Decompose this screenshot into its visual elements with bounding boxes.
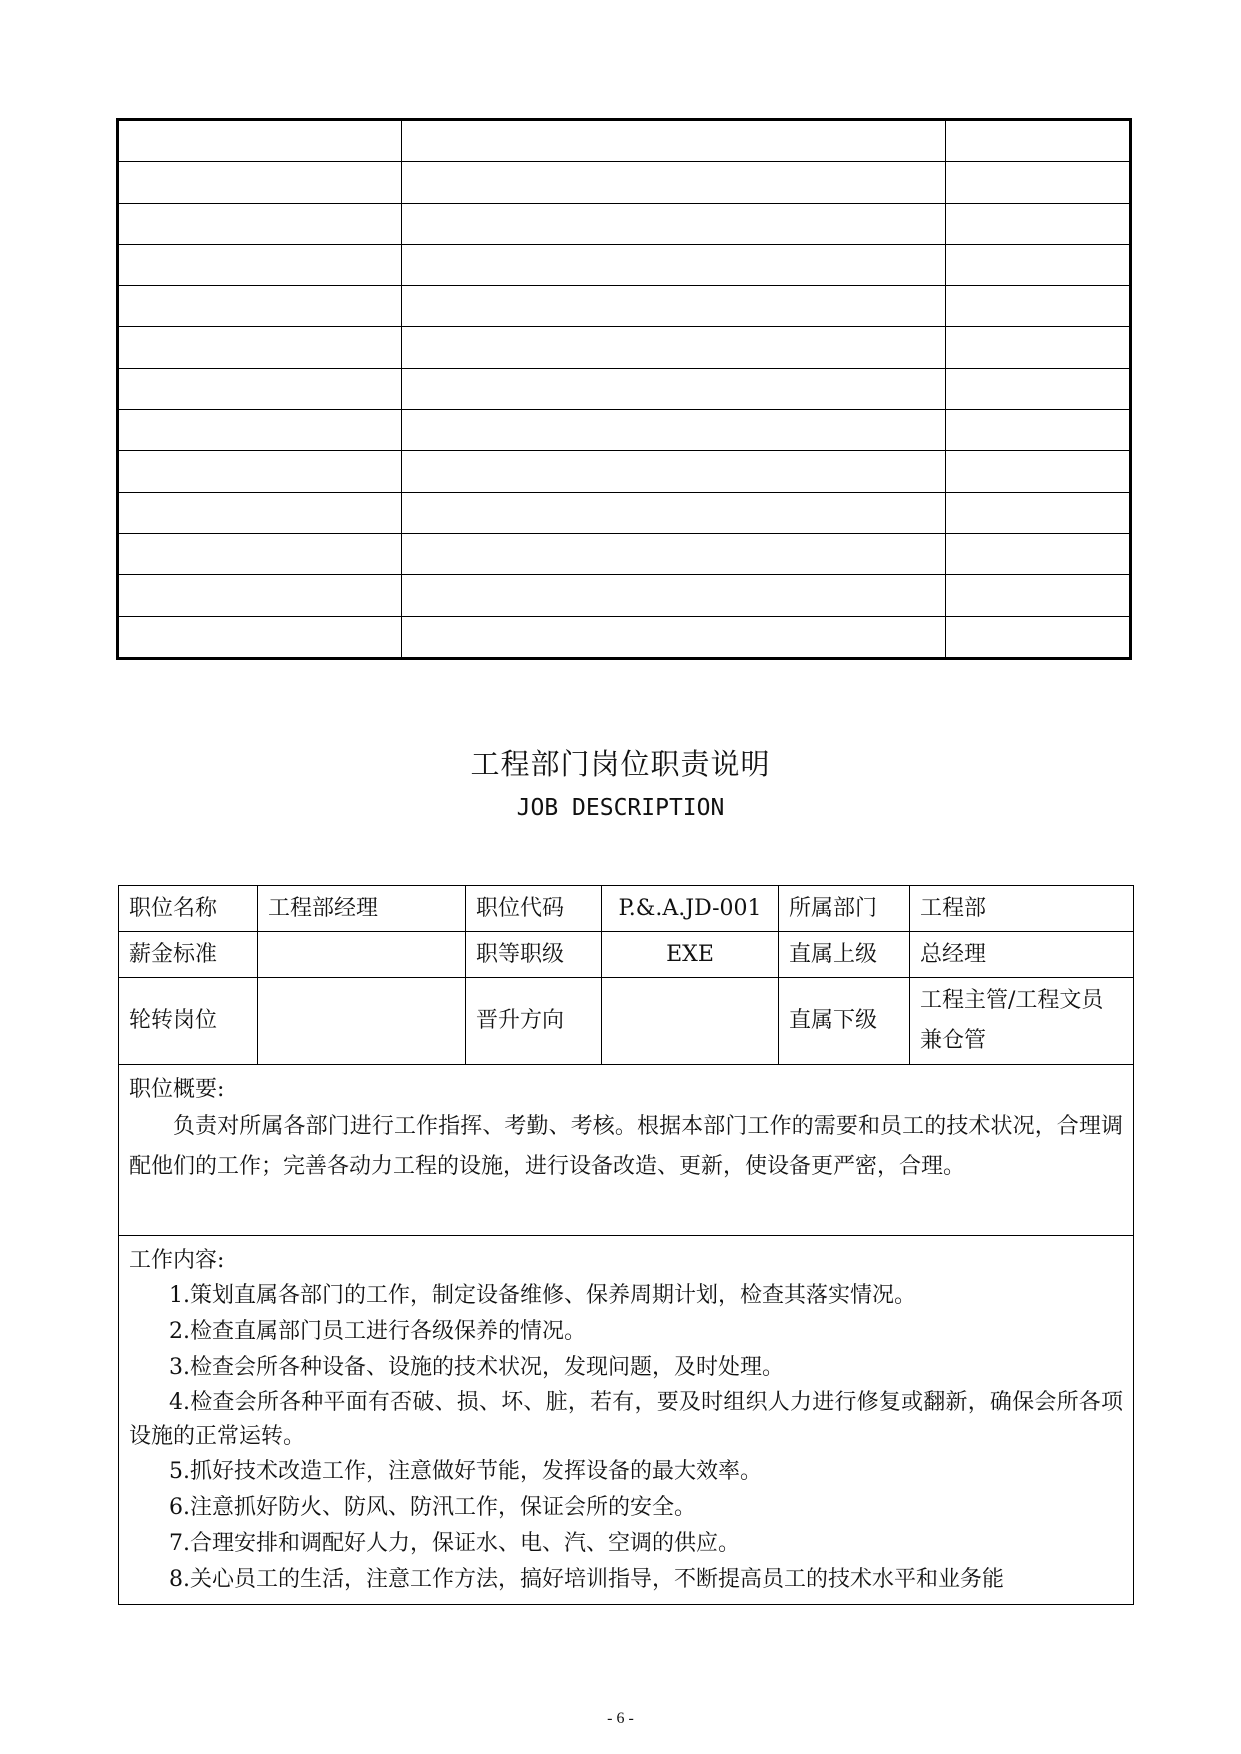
page-title: 工程部门岗位职责说明 bbox=[470, 747, 771, 781]
blank-cell bbox=[945, 616, 1130, 658]
duty-item-6: 6.注意抓好防火、防风、防汛工作，保证会所的安全。 bbox=[169, 1495, 696, 1520]
blank-cell bbox=[402, 492, 945, 533]
blank-cell bbox=[945, 203, 1130, 244]
table-row bbox=[119, 886, 1134, 932]
blank-row bbox=[118, 327, 1131, 368]
job-description-table bbox=[118, 885, 1134, 1605]
label-grade: 职等职级 bbox=[466, 932, 602, 978]
blank-cell bbox=[118, 120, 402, 162]
blank-row bbox=[118, 203, 1131, 244]
duty-item-8: 8.关心员工的生活，注意工作方法，搞好培训指导，不断提高员工的技术水平和业务能 bbox=[169, 1567, 1004, 1592]
summary-title: 职位概要: bbox=[129, 1077, 225, 1102]
label-position-name: 职位名称 bbox=[119, 886, 258, 932]
duty-item-5: 5.抓好技术改造工作，注意做好节能，发挥设备的最大效率。 bbox=[169, 1459, 762, 1484]
blank-cell bbox=[402, 451, 945, 492]
blank-cell bbox=[402, 533, 945, 574]
blank-cell bbox=[402, 286, 945, 327]
blank-row bbox=[118, 575, 1131, 616]
value-grade: EXE bbox=[602, 932, 779, 978]
duties-cell bbox=[119, 1236, 1134, 1605]
value-promotion bbox=[602, 978, 779, 1065]
blank-cell bbox=[118, 162, 402, 203]
blank-cell bbox=[945, 120, 1130, 162]
duty-item-3: 3.检查会所各种设备、设施的技术状况，发现问题，及时处理。 bbox=[169, 1355, 784, 1380]
blank-cell bbox=[118, 575, 402, 616]
table-row bbox=[119, 932, 1134, 978]
summary-cell bbox=[119, 1065, 1134, 1236]
blank-cell bbox=[945, 451, 1130, 492]
blank-row bbox=[118, 244, 1131, 285]
blank-cell bbox=[118, 451, 402, 492]
blank-row bbox=[118, 410, 1131, 451]
duties-row bbox=[119, 1236, 1134, 1605]
blank-cell bbox=[118, 286, 402, 327]
label-superior: 直属上级 bbox=[779, 932, 910, 978]
blank-cell bbox=[402, 368, 945, 409]
blank-cell bbox=[402, 616, 945, 658]
value-department: 工程部 bbox=[910, 886, 1134, 932]
blank-table bbox=[116, 118, 1132, 660]
blank-cell bbox=[402, 244, 945, 285]
blank-cell bbox=[118, 244, 402, 285]
blank-row bbox=[118, 162, 1131, 203]
label-salary: 薪金标准 bbox=[119, 932, 258, 978]
value-position-code: P.&.A.JD-001 bbox=[602, 886, 779, 932]
duties-title: 工作内容: bbox=[129, 1248, 225, 1273]
duty-item-2: 2.检查直属部门员工进行各级保养的情况。 bbox=[169, 1319, 586, 1344]
blank-cell bbox=[945, 533, 1130, 574]
blank-cell bbox=[402, 410, 945, 451]
page-subtitle: JOB DESCRIPTION bbox=[516, 795, 725, 821]
blank-cell bbox=[402, 203, 945, 244]
blank-cell bbox=[118, 533, 402, 574]
blank-cell bbox=[945, 368, 1130, 409]
label-position-code: 职位代码 bbox=[466, 886, 602, 932]
blank-row bbox=[118, 492, 1131, 533]
blank-cell bbox=[118, 327, 402, 368]
blank-cell bbox=[945, 492, 1130, 533]
blank-cell bbox=[402, 575, 945, 616]
label-subordinate: 直属下级 bbox=[779, 978, 910, 1065]
blank-cell bbox=[118, 368, 402, 409]
value-rotation bbox=[258, 978, 466, 1065]
blank-row bbox=[118, 616, 1131, 658]
page-number: - 6 - bbox=[607, 1710, 634, 1727]
blank-row bbox=[118, 120, 1131, 162]
duty-item-7: 7.合理安排和调配好人力，保证水、电、汽、空调的供应。 bbox=[169, 1531, 740, 1556]
blank-row bbox=[118, 533, 1131, 574]
blank-cell bbox=[945, 244, 1130, 285]
value-subordinate: 工程主管/工程文员兼仓管 bbox=[910, 978, 1134, 1065]
blank-row bbox=[118, 368, 1131, 409]
blank-cell bbox=[402, 120, 945, 162]
summary-text: 负责对所属各部门进行工作指挥、考勤、考核。根据本部门工作的需要和员工的技术状况，合理调配他们的工作；完善各动力工程的设施，进行设备改造、更新，使设备更严密，合理。 bbox=[129, 1114, 1123, 1179]
label-rotation: 轮转岗位 bbox=[119, 978, 258, 1065]
blank-row bbox=[118, 286, 1131, 327]
blank-cell bbox=[945, 327, 1130, 368]
value-salary bbox=[258, 932, 466, 978]
duty-item-1: 1.策划直属各部门的工作，制定设备维修、保养周期计划，检查其落实情况。 bbox=[169, 1283, 916, 1308]
summary-row bbox=[119, 1065, 1134, 1236]
label-promotion: 晋升方向 bbox=[466, 978, 602, 1065]
blank-cell bbox=[118, 203, 402, 244]
value-position-name: 工程部经理 bbox=[258, 886, 466, 932]
blank-cell bbox=[118, 492, 402, 533]
blank-cell bbox=[402, 162, 945, 203]
blank-cell bbox=[118, 616, 402, 658]
blank-cell bbox=[945, 162, 1130, 203]
blank-cell bbox=[945, 286, 1130, 327]
blank-cell bbox=[402, 327, 945, 368]
label-department: 所属部门 bbox=[779, 886, 910, 932]
duty-item-4: 4.检查会所各种平面有否破、损、坏、脏，若有，要及时组织人力进行修复或翻新，确保会所各项设施的正常运转。 bbox=[129, 1390, 1123, 1449]
table-row bbox=[119, 978, 1134, 1065]
blank-cell bbox=[945, 410, 1130, 451]
blank-cell bbox=[118, 410, 402, 451]
blank-cell bbox=[945, 575, 1130, 616]
value-superior: 总经理 bbox=[910, 932, 1134, 978]
blank-row bbox=[118, 451, 1131, 492]
